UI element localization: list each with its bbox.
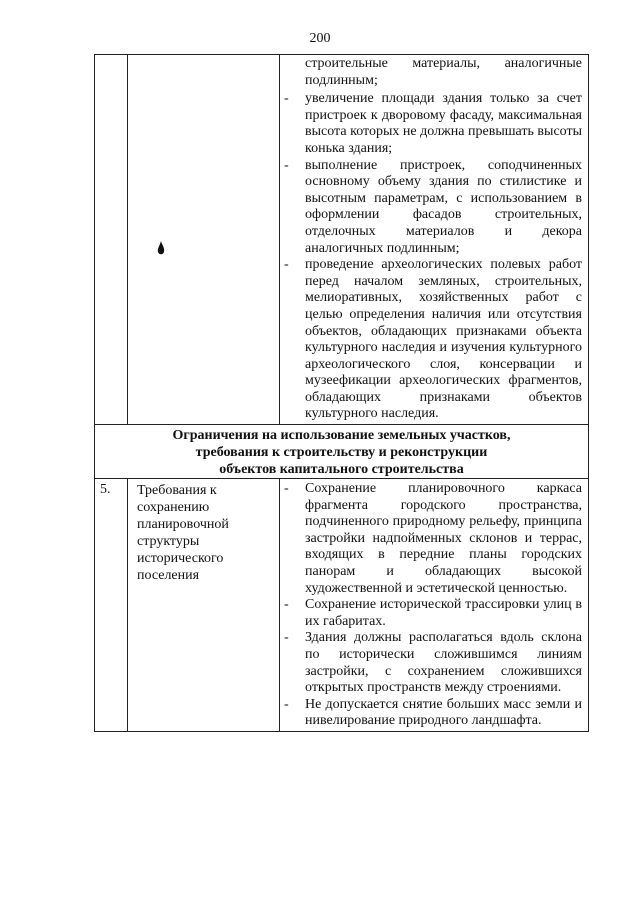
list-item: - Здания должны располагаться вдоль склона по исторически сложившимся линиям застройки, с сохранением сложившихся открытых пространств между строениями. [284,630,582,696]
content-cell [280,55,589,425]
list-item: - проведение археологических полевых работ перед началом земляных, строительных, мелиоративных, хозяйственных работ с целью определения наличия или отсутствия объектов, обладающих признаками объекта культурного наследия и изучения культурного археологического слоя, консервации и музеефикации археологических фрагментов, обладающих признаками объектов культурного наследия. [284,257,582,422]
row-number: 5. [95,479,128,732]
table-row-continued [95,55,589,425]
restrictions-table [94,54,589,732]
requirement-title: Требования к сохранению планировочной структуры исторического поселения [128,479,280,732]
number-cell-empty [95,55,128,425]
content-cell [280,479,589,732]
list-item: - выполнение пристроек, соподчиненных основному объему здания по стилистике и высотным параметрам, с использованием в оформлении фасадов строительных, отделочных материалов и декора аналогичных подлинным; [284,157,582,256]
table-row-5 [95,479,589,732]
section-heading: Ограничения на использование земельных участков, требования к строительству и реконструкции объектов капитального строительства [95,425,589,479]
list-item: - увеличение площади здания только за счет пристроек к дворовому фасаду, максимальная высота которых не должна превышать высоты конька здания; [284,91,582,156]
section-heading-row [95,425,589,479]
continuation-text: строительные материалы, аналогичные подлинным; [305,56,582,88]
page-number: 200 [309,31,331,46]
list-item: - Не допускается снятие больших масс земли и нивелирование природного ландшафта. [284,696,582,729]
list-item: - Сохранение планировочного каркаса фрагмента городского пространства, подчиненного природному рельефу, принципа застройки надпойменных склонов и террас, входящих в передние планы городских панорам и обладающих высокой художественной и эстетической ценностью. [284,481,582,596]
bullet-list [280,479,588,731]
bullet-list [280,89,588,424]
ink-blot-mark [157,241,165,255]
list-item: - Сохранение исторической трассировки улиц в их габаритах. [284,597,582,629]
requirement-cell-empty [128,55,280,425]
